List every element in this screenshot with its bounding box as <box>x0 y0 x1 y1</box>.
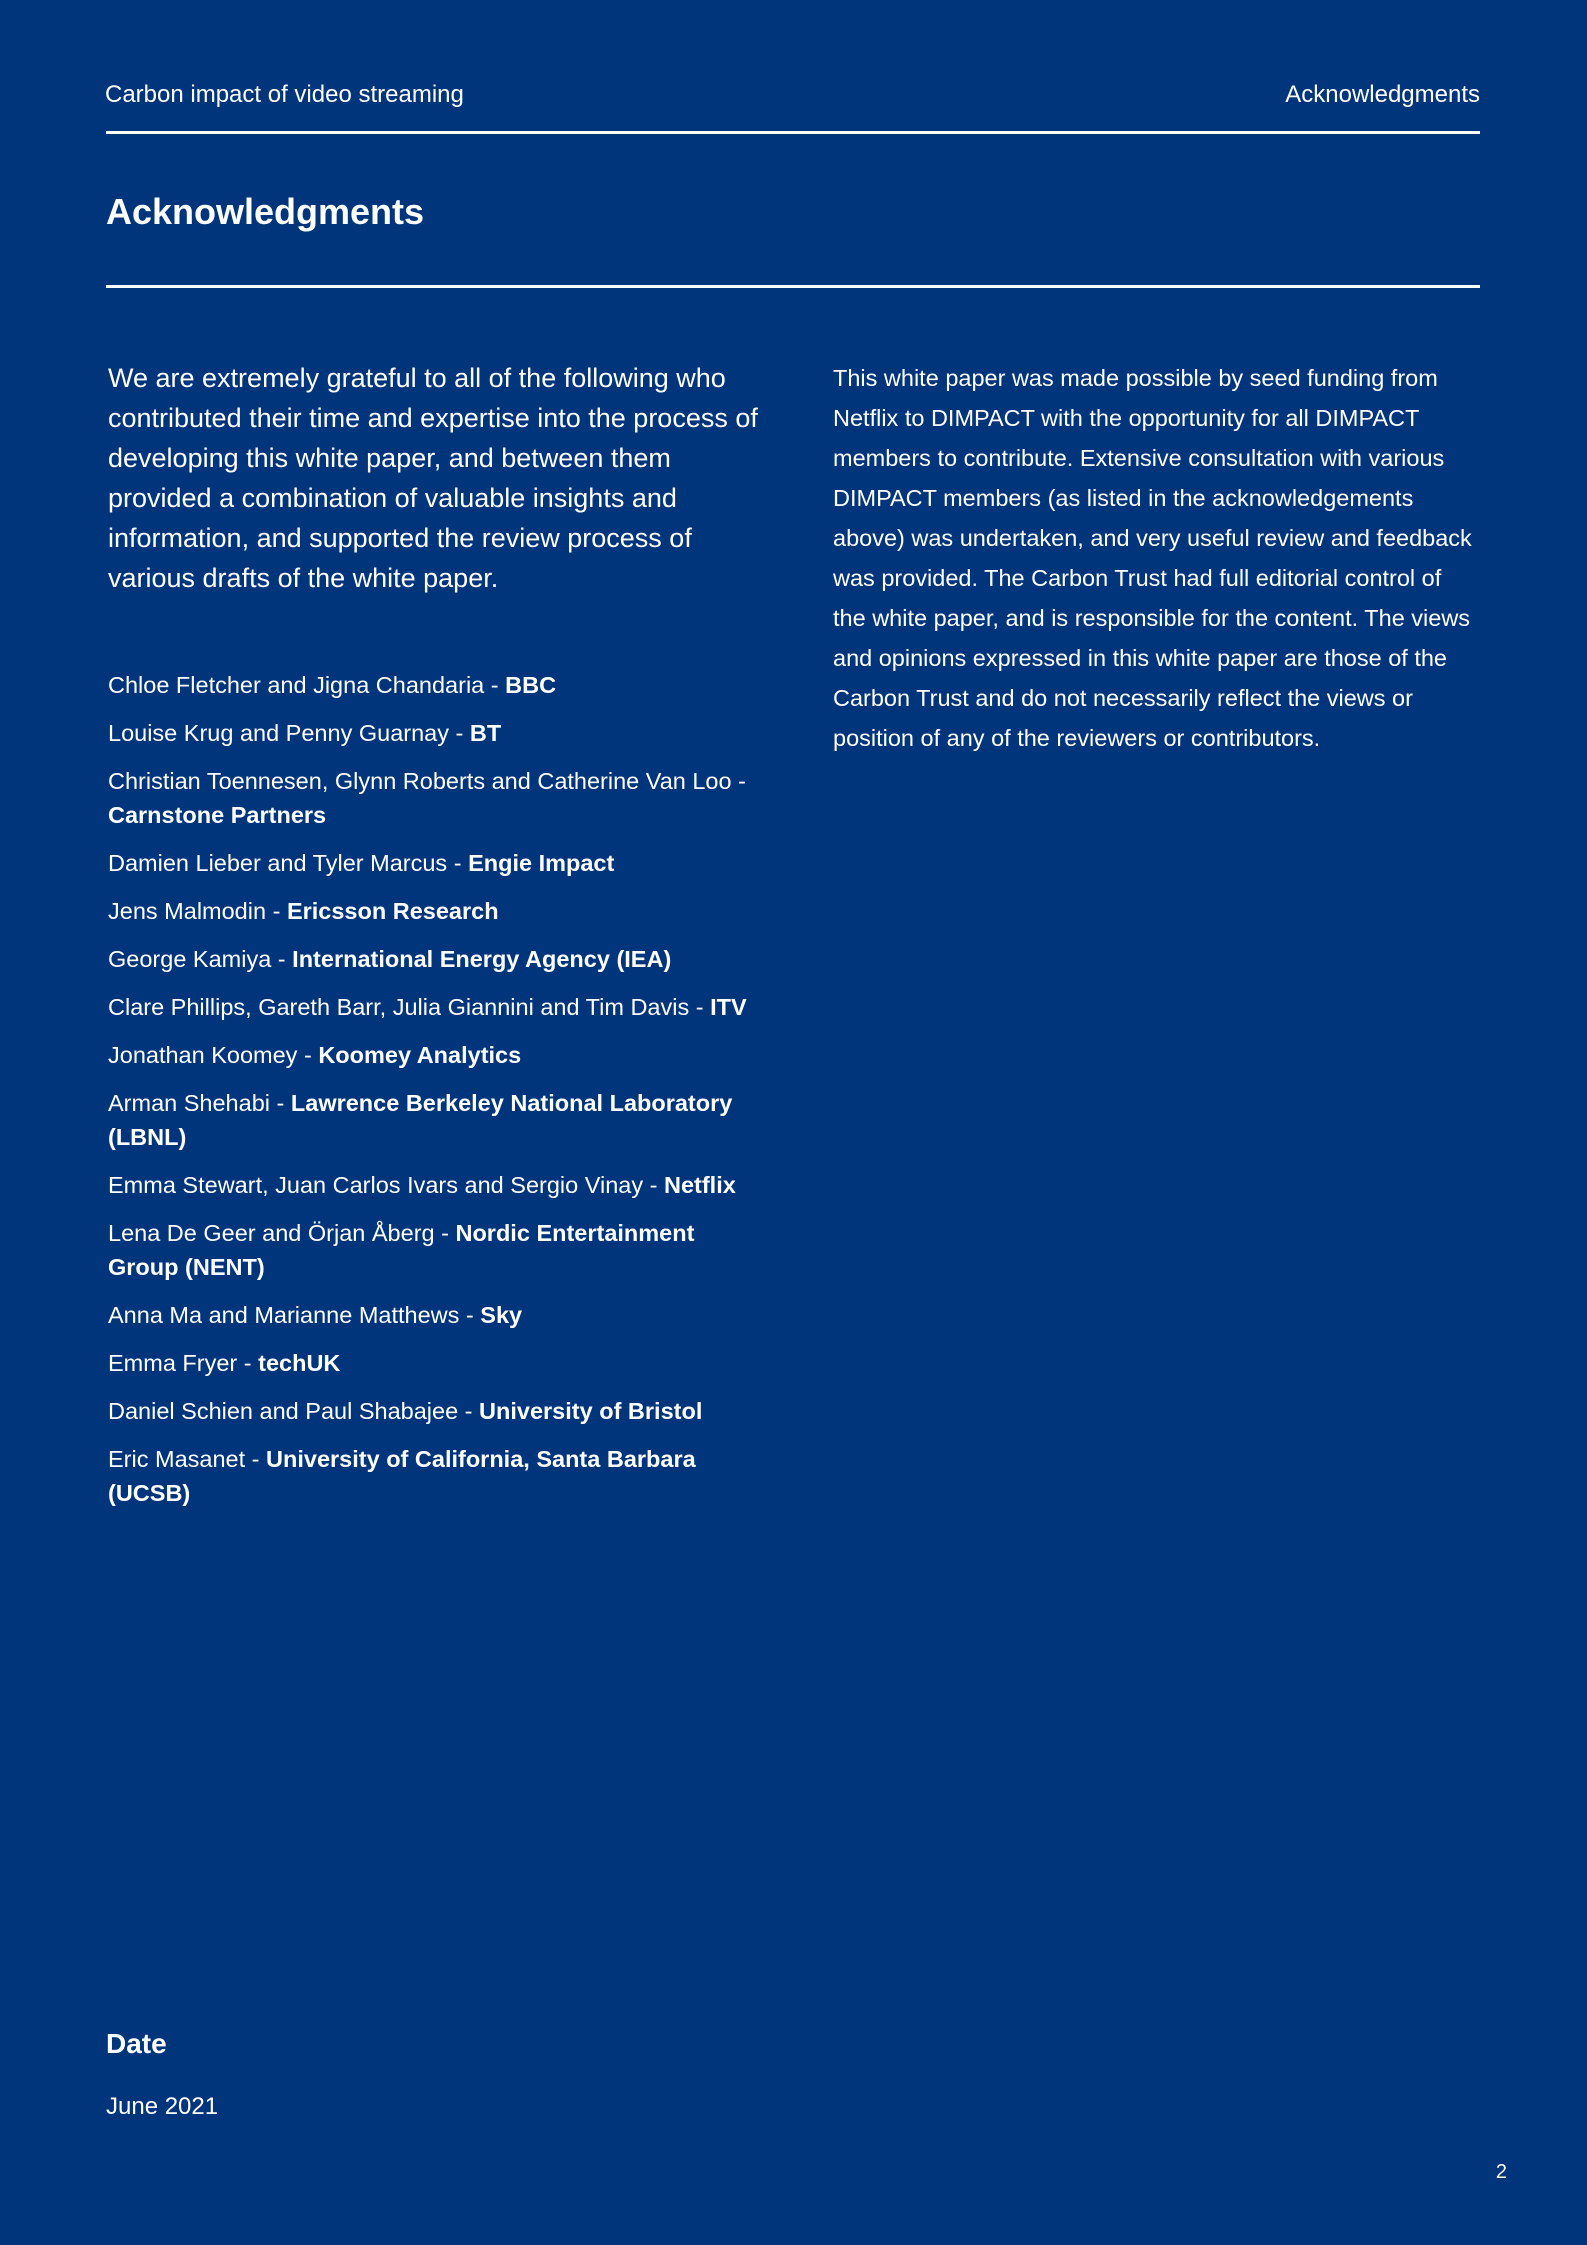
contributor-separator: - <box>245 1446 267 1472</box>
contributor-organization: Netflix <box>663 1172 736 1198</box>
contributor-item <box>108 894 758 928</box>
contributor-item <box>108 846 758 880</box>
contributor-organization: BT <box>469 720 502 746</box>
contributor-names: Jonathan Koomey <box>108 1042 298 1068</box>
contributor-names: Anna Ma and Marianne Matthews <box>108 1302 460 1328</box>
contributor-names: Lena De Geer and Örjan Åberg <box>108 1220 435 1246</box>
contributor-organization: International Energy Agency (IEA) <box>292 946 672 972</box>
contributor-organization: University of California, Santa Barbara (UCSB) <box>108 1446 696 1506</box>
contributor-item <box>108 764 758 832</box>
contributor-organization: Nordic Entertainment Group (NENT) <box>108 1220 695 1280</box>
running-header-section-name: Acknowledgments <box>1285 81 1480 108</box>
contributor-separator: - <box>270 1090 291 1116</box>
contributor-item <box>108 1394 758 1428</box>
contributor-organization: Carnstone Partners <box>108 802 327 828</box>
contributor-separator: - <box>458 1398 480 1424</box>
title-divider <box>106 285 1480 288</box>
contributor-item <box>108 1038 758 1072</box>
contributor-names: Emma Fryer <box>108 1350 238 1376</box>
contributor-organization: University of Bristol <box>479 1398 703 1424</box>
contributor-organization: ITV <box>710 994 747 1020</box>
contributor-item <box>108 668 758 702</box>
contributor-separator: - <box>731 768 746 794</box>
contributor-separator: - <box>643 1172 664 1198</box>
funding-paragraph: This white paper was made possible by seed funding from Netflix to DIMPACT with the opportunity for all DIMPACT members to contribute. Extensive consultation with various DIMPACT members (as listed in the acknowledgements above) was undertaken, and very useful review and feedback was provided. The Carbon Trust had full editorial control of the white paper, and is responsible for the content. The views and opinions expressed in this white paper are those of the Carbon Trust and do not necessarily reflect the views or position of any of the reviewers or contributors. <box>833 365 1472 751</box>
contributor-organization: Ericsson Research <box>286 898 499 924</box>
contributor-names: Daniel Schien and Paul Shabajee <box>108 1398 459 1424</box>
date-value: June 2021 <box>106 2093 219 2120</box>
contributor-separator: - <box>689 994 711 1020</box>
contributor-names: Christian Toennesen, Glynn Roberts and Catherine Van Loo <box>108 768 732 794</box>
contributor-names: Louise Krug and Penny Guarnay <box>108 720 449 746</box>
contributor-organization: Engie Impact <box>468 850 615 876</box>
contributor-separator: - <box>447 850 469 876</box>
contributor-separator: - <box>297 1042 319 1068</box>
contributor-separator: - <box>434 1220 456 1246</box>
contributor-separator: - <box>484 672 506 698</box>
contributor-names: Clare Phillips, Gareth Barr, Julia Giannini and Tim Davis <box>108 994 690 1020</box>
contributor-separator: - <box>237 1350 259 1376</box>
contributor-separator: - <box>448 720 470 746</box>
contributor-item <box>108 942 758 976</box>
contributor-separator: - <box>266 898 287 924</box>
contributor-names: Arman Shehabi <box>108 1090 270 1116</box>
contributor-list <box>108 668 758 1524</box>
contributor-names: George Kamiya <box>108 946 272 972</box>
contributor-item <box>108 990 758 1024</box>
contributor-organization: techUK <box>258 1350 341 1376</box>
contributor-separator: - <box>271 946 293 972</box>
contributor-names: Damien Lieber and Tyler Marcus <box>108 850 448 876</box>
contributor-item <box>108 1346 758 1380</box>
page-title: Acknowledgments <box>106 191 425 232</box>
contributor-item <box>108 1298 758 1332</box>
contributor-separator: - <box>459 1302 481 1328</box>
page-number: 2 <box>1495 2161 1507 2183</box>
contributor-item <box>108 1168 758 1202</box>
header-divider <box>106 131 1480 134</box>
running-header-doc-title: Carbon impact of video streaming <box>105 81 464 108</box>
contributor-item <box>108 1086 758 1154</box>
intro-paragraph: We are extremely grateful to all of the following who contributed their time and expertise into the process of developing this white paper, and between them provided a combination of valuable insights and information, and supported the review process of various drafts of the white paper. <box>108 363 758 593</box>
contributor-organization: Lawrence Berkeley National Laboratory (LBNL) <box>108 1090 733 1150</box>
contributor-organization: Koomey Analytics <box>318 1042 522 1068</box>
contributor-item <box>108 1442 758 1510</box>
contributor-names: Emma Stewart, Juan Carlos Ivars and Sergio Vinay <box>108 1172 644 1198</box>
date-heading: Date <box>106 2028 167 2059</box>
running-header <box>105 78 1480 112</box>
contributor-organization: BBC <box>505 672 557 698</box>
contributor-organization: Sky <box>480 1302 523 1328</box>
contributor-names: Eric Masanet <box>108 1446 246 1472</box>
contributor-item <box>108 1216 758 1284</box>
contributor-names: Chloe Fletcher and Jigna Chandaria <box>108 672 485 698</box>
contributor-names: Jens Malmodin <box>108 898 267 924</box>
contributor-item <box>108 716 758 750</box>
